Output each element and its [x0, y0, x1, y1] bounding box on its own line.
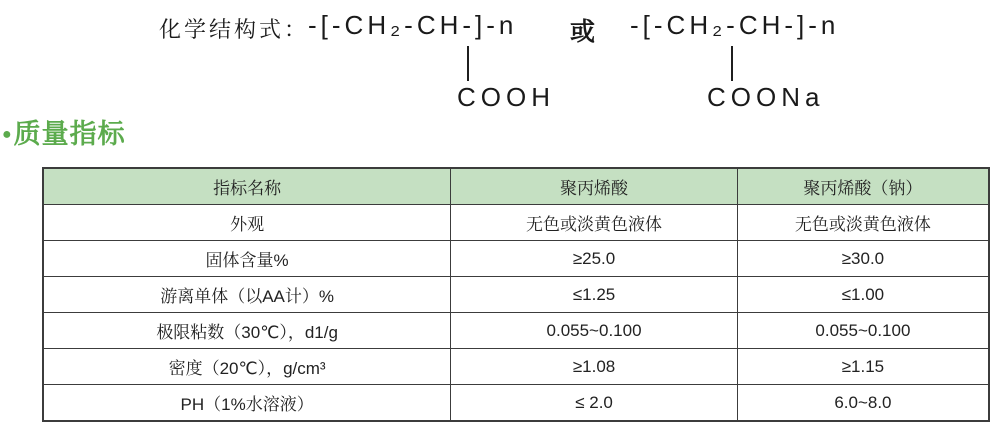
- paas-value-cell: ≤1.00: [737, 277, 989, 313]
- table-row-density: [43, 349, 989, 385]
- paa-value-cell: 0.055~0.100: [451, 313, 738, 349]
- bond-line-sodium: [731, 46, 733, 81]
- side-group-coona: COONa: [707, 82, 825, 112]
- or-text: 或: [570, 18, 596, 46]
- paa-value-cell: 无色或淡黄色液体: [451, 205, 738, 241]
- paas-value-cell: 无色或淡黄色液体: [737, 205, 989, 241]
- paa-value-cell: ≤ 2.0: [451, 385, 738, 422]
- paa-value-cell: ≤1.25: [451, 277, 738, 313]
- paa-value-cell: ≥1.08: [451, 349, 738, 385]
- bullet-icon: ●: [2, 126, 13, 143]
- table-row-free-monomer: [43, 277, 989, 313]
- bond-line-acid: [467, 46, 469, 81]
- spec-name-cell: PH（1%水溶液）: [43, 385, 451, 422]
- header-cell-polyacrylic-acid: 聚丙烯酸: [451, 168, 738, 205]
- quality-spec-table: [42, 167, 990, 422]
- repeat-unit-sodium: -[-CH₂-CH-]-n: [630, 10, 840, 40]
- paas-value-cell: 6.0~8.0: [737, 385, 989, 422]
- section-heading: [2, 112, 126, 151]
- side-group-cooh: COOH: [457, 82, 555, 112]
- paas-value-cell: ≥30.0: [737, 241, 989, 277]
- spec-name-cell: 外观: [43, 205, 451, 241]
- table-row-solid-content: [43, 241, 989, 277]
- paas-value-cell: 0.055~0.100: [737, 313, 989, 349]
- spec-name-cell: 极限粘数（30℃），d1/g: [43, 313, 451, 349]
- header-cell-sodium-polyacrylate: 聚丙烯酸（钠）: [737, 168, 989, 205]
- table-row-appearance: [43, 205, 989, 241]
- table-row-ph: [43, 385, 989, 422]
- table-row-limiting-viscosity: [43, 313, 989, 349]
- spec-name-cell: 游离单体（以AA计）%: [43, 277, 451, 313]
- header-cell-indicator-name: 指标名称: [43, 168, 451, 205]
- paas-value-cell: ≥1.15: [737, 349, 989, 385]
- spec-name-cell: 密度（20℃），g/cm³: [43, 349, 451, 385]
- table-header-row: [43, 168, 989, 205]
- chemical-structure-block: [0, 0, 998, 115]
- spec-name-cell: 固体含量%: [43, 241, 451, 277]
- repeat-unit-acid: -[-CH₂-CH-]-n: [308, 10, 518, 40]
- paa-value-cell: ≥25.0: [451, 241, 738, 277]
- section-title-text: 质量指标: [13, 119, 126, 149]
- formula-label: 化学结构式：: [159, 17, 310, 42]
